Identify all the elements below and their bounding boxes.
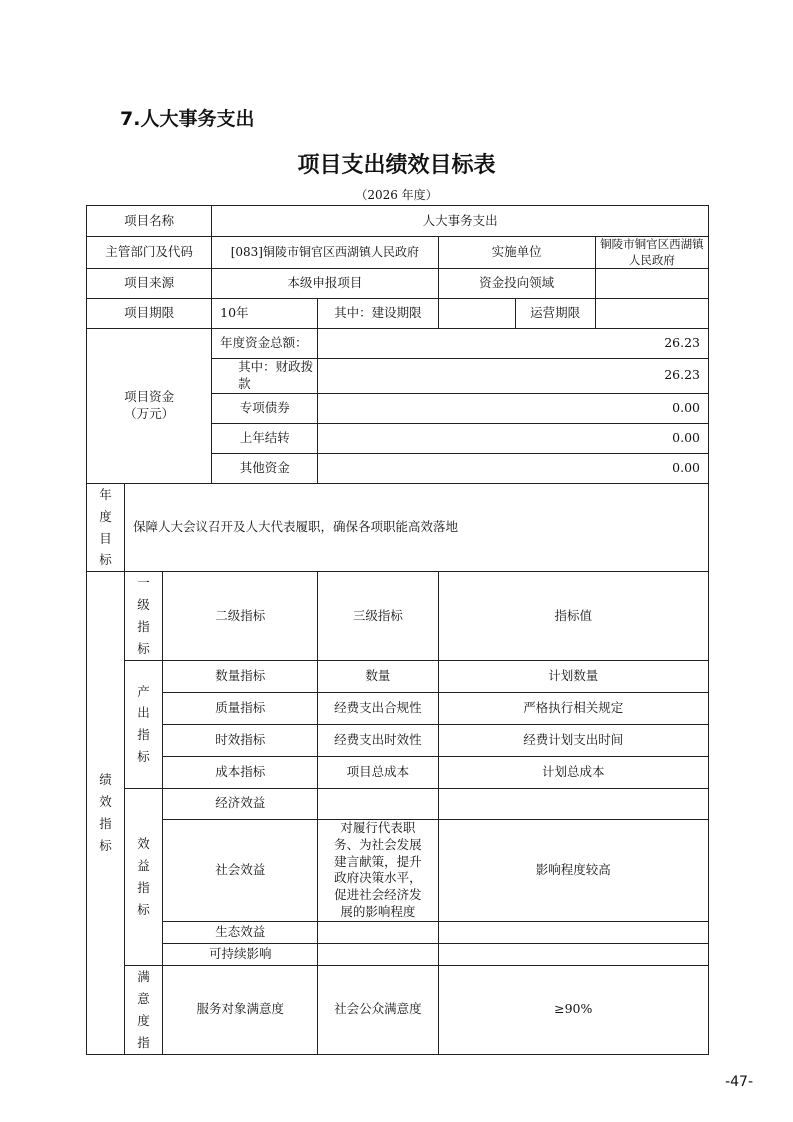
output-l3: 经费支出合规性 [318, 692, 438, 724]
benefit-l2: 社会效益 [163, 819, 318, 921]
table-title: 项目支出绩效目标表 [297, 153, 496, 178]
row-benefit [87, 819, 709, 921]
satisfaction-indicator-label: 满意度指 [125, 966, 163, 1055]
row-benefit [87, 944, 709, 966]
benefit-value [438, 922, 709, 944]
benefit-value [438, 788, 709, 819]
level3-header: 三级指标 [318, 572, 438, 661]
operation-period-label: 运营期限 [515, 299, 595, 329]
annual-goal-label: 年度目标 [87, 483, 125, 572]
source-value: 本级申报项目 [212, 269, 438, 299]
benefit-value [438, 944, 709, 966]
fund-field-value [595, 269, 708, 299]
fund-other-value: 0.00 [318, 453, 709, 483]
project-name-label: 项目名称 [87, 206, 212, 237]
period-label: 项目期限 [87, 299, 212, 329]
output-l2: 数量指标 [163, 660, 318, 692]
implementer-label: 实施单位 [438, 237, 595, 269]
page-number: -47- [725, 1074, 753, 1090]
row-output [87, 692, 709, 724]
row-output [87, 660, 709, 692]
output-l3: 项目总成本 [318, 756, 438, 788]
output-value: 计划总成本 [438, 756, 709, 788]
output-l2: 质量指标 [163, 692, 318, 724]
level1-header: 一级指标 [125, 572, 163, 661]
row-output [87, 756, 709, 788]
department-value: [083]铜陵市铜官区西湖镇人民政府 [212, 237, 438, 269]
section-title: 7.人大事务支出 [120, 108, 255, 130]
fund-bond-value: 0.00 [318, 393, 709, 423]
fund-total-value: 26.23 [318, 329, 709, 359]
row-annual-goal [87, 483, 709, 572]
satisfaction-l3: 社会公众满意度 [318, 966, 438, 1055]
department-label: 主管部门及代码 [87, 237, 212, 269]
build-period-value [438, 299, 515, 329]
output-l2: 时效指标 [163, 724, 318, 756]
fund-label: 项目资金（万元） [87, 329, 212, 484]
fund-total-label: 年度资金总额： [212, 329, 318, 359]
operation-period-value [595, 299, 708, 329]
performance-goal-table [86, 205, 709, 1055]
fund-carryover-label: 上年结转 [212, 423, 318, 453]
benefit-value: 影响程度较高 [438, 819, 709, 921]
benefit-l3 [318, 944, 438, 966]
satisfaction-value: ≥90% [438, 966, 709, 1055]
source-label: 项目来源 [87, 269, 212, 299]
output-value: 经费计划支出时间 [438, 724, 709, 756]
performance-indicator-label: 绩效指标 [87, 572, 125, 1054]
satisfaction-l2: 服务对象满意度 [163, 966, 318, 1055]
implementer-value: 铜陵市铜官区西湖镇人民政府 [595, 237, 708, 269]
output-l2: 成本指标 [163, 756, 318, 788]
build-period-label: 其中：建设期限 [318, 299, 438, 329]
benefit-l2: 经济效益 [163, 788, 318, 819]
row-indicator-header [87, 572, 709, 661]
period-value: 10年 [212, 299, 318, 329]
benefit-l3 [318, 922, 438, 944]
row-period [87, 299, 709, 329]
row-source [87, 269, 709, 299]
benefit-l3 [318, 788, 438, 819]
output-value: 计划数量 [438, 660, 709, 692]
fund-fiscal-value: 26.23 [318, 359, 709, 394]
row-satisfaction [87, 966, 709, 1055]
row-benefit [87, 922, 709, 944]
fund-other-label: 其他资金 [212, 453, 318, 483]
row-project-name [87, 206, 709, 237]
output-l3: 数量 [318, 660, 438, 692]
level2-header: 二级指标 [163, 572, 318, 661]
row-department [87, 237, 709, 269]
fund-carryover-value: 0.00 [318, 423, 709, 453]
project-name-value: 人大事务支出 [212, 206, 709, 237]
year-label: （2026 年度） [355, 188, 438, 202]
row-fund [87, 329, 709, 359]
output-indicator-label: 产出指标 [125, 660, 163, 788]
row-output [87, 724, 709, 756]
benefit-l2: 可持续影响 [163, 944, 318, 966]
benefit-l2: 生态效益 [163, 922, 318, 944]
fund-fiscal-label: 其中：财政拨款 [212, 359, 318, 394]
output-l3: 经费支出时效性 [318, 724, 438, 756]
output-value: 严格执行相关规定 [438, 692, 709, 724]
fund-field-label: 资金投向领域 [438, 269, 595, 299]
indicator-value-header: 指标值 [438, 572, 709, 661]
benefit-l3: 对履行代表职务、为社会发展建言献策，提升政府决策水平，促进社会经济发展的影响程度 [318, 819, 438, 921]
fund-bond-label: 专项债券 [212, 393, 318, 423]
benefit-indicator-label: 效益指标 [125, 788, 163, 965]
row-benefit [87, 788, 709, 819]
annual-goal-text: 保障人大会议召开及人大代表履职，确保各项职能高效落地 [125, 483, 709, 572]
